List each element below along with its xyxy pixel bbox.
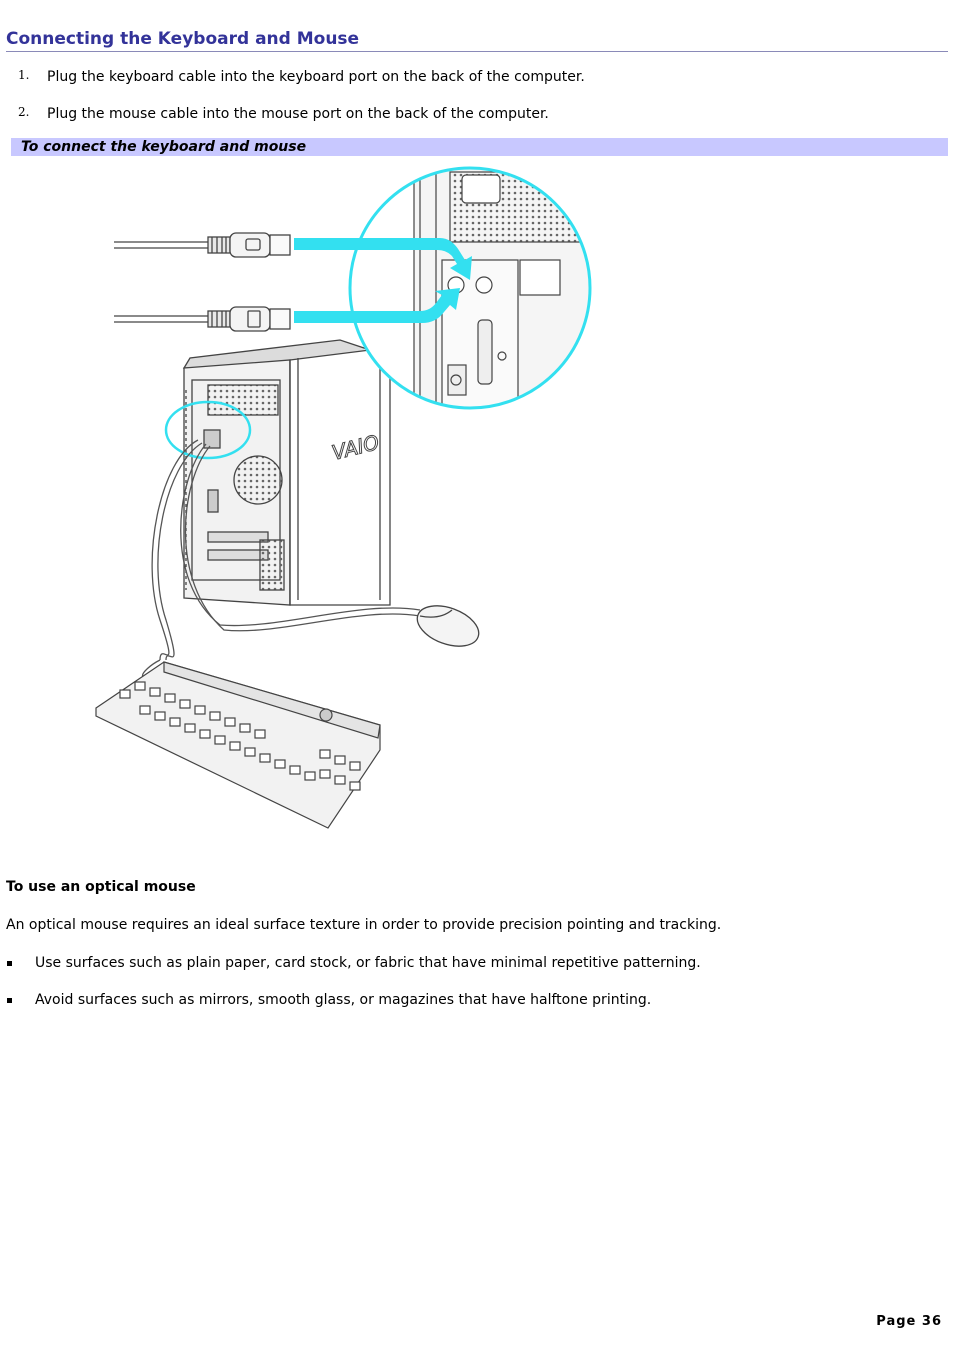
bullet-square-icon bbox=[7, 961, 12, 966]
step-text: Plug the mouse cable into the mouse port on the back of the computer. bbox=[47, 106, 549, 122]
bullet-item bbox=[0, 992, 940, 1014]
bullet-item bbox=[0, 955, 940, 977]
step-text: Plug the keyboard cable into the keyboard port on the back of the computer. bbox=[47, 69, 585, 85]
keyboard-icon bbox=[96, 662, 380, 828]
keyboard-plug-icon bbox=[114, 233, 290, 257]
bullet-square-icon bbox=[7, 998, 12, 1003]
step-item bbox=[0, 66, 940, 88]
step-number: 1. bbox=[18, 68, 30, 82]
page-number: Page 36 bbox=[876, 1314, 942, 1329]
section-heading: To use an optical mouse bbox=[6, 879, 196, 895]
step-number: 2. bbox=[18, 105, 30, 119]
step-item bbox=[0, 103, 940, 125]
mouse-icon bbox=[412, 598, 484, 654]
bullet-text: Avoid surfaces such as mirrors, smooth glass, or magazines that have halftone printing. bbox=[35, 992, 652, 1008]
intro-paragraph: An optical mouse requires an ideal surface texture in order to provide precision pointing and tracking. bbox=[6, 917, 722, 933]
figure-caption: To connect the keyboard and mouse bbox=[11, 138, 948, 156]
computer-tower-icon bbox=[184, 340, 390, 605]
bullet-text: Use surfaces such as plain paper, card stock, or fabric that have minimal repetitive patterning. bbox=[35, 955, 701, 971]
page-title: Connecting the Keyboard and Mouse bbox=[6, 28, 948, 52]
mouse-plug-icon bbox=[114, 307, 290, 331]
keyboard-mouse-connection-illustration bbox=[80, 160, 600, 840]
brand-label: VAIO bbox=[329, 430, 382, 465]
